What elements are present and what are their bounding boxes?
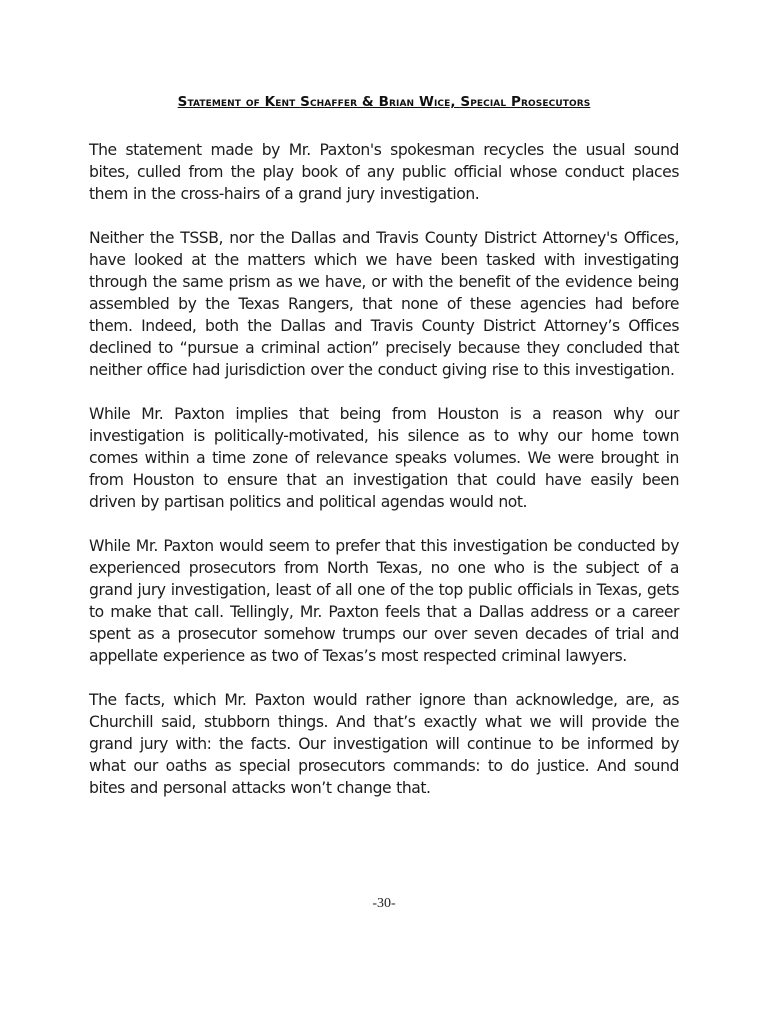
statement-body [89,139,679,821]
paragraph-north-texas: While Mr. Paxton would seem to prefer that this investigation be conducted by experienced prosecutors from North Texas, no one who is the subject of a grand jury investigation, least of all one of the top public officials in Texas, gets to make that call. Tellingly, Mr. Paxton feels that a Dallas address or a career spent as a prosecutor somehow trumps our over seven decades of trial and appellate experience as two of Texas’s most respected criminal lawyers. [89,537,679,665]
page-number: -30- [372,896,396,911]
paragraph-houston: While Mr. Paxton implies that being from Houston is a reason why our investigation is politically-motivated, his silence as to why our home town comes within a time zone of relevance speaks volumes. We were brought in from Houston to ensure that an investigation that could have easily been driven by partisan politics and political agendas would not. [89,405,679,511]
paragraph-spokesman: The statement made by Mr. Paxton's spokesman recycles the usual sound bites, culled from the play book of any public official whose conduct places them in the cross-hairs of a grand jury investigation. [89,141,679,203]
statement-title: Statement of Kent Schaffer & Brian Wice, Special Prosecutors [177,94,591,110]
paragraph-agencies: Neither the TSSB, nor the Dallas and Travis County District Attorney's Offices, have looked at the matters which we have been tasked with investigating through the same prism as we have, or with the benefit of the evidence being assembled by the Texas Rangers, that none of these agencies had before them. Indeed, both the Dallas and Travis County District Attorney’s Offices declined to “pursue a criminal action” precisely because they concluded that neither office had jurisdiction over the conduct giving rise to this investigation. [89,229,679,379]
paragraph-facts: The facts, which Mr. Paxton would rather ignore than acknowledge, are, as Churchill said, stubborn things. And that’s exactly what we will provide the grand jury with: the facts. Our investigation will continue to be informed by what our oaths as special prosecutors commands: to do justice. And sound bites and personal attacks won’t change that. [89,691,679,797]
